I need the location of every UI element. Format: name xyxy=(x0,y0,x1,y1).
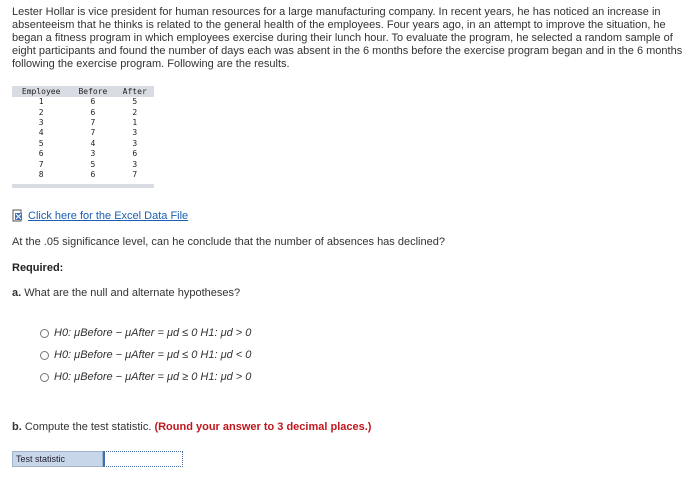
document-icon xyxy=(12,209,24,222)
hypothesis-option-1[interactable] xyxy=(40,322,251,344)
table-cell: 8 xyxy=(38,169,44,179)
option-text: H0: μBefore − μAfter = μd ≥ 0 H1: μd > 0 xyxy=(54,371,252,383)
test-statistic-input[interactable] xyxy=(103,451,183,467)
table-cell: 3 xyxy=(132,159,138,169)
option-text: H0: μBefore − μAfter = μd ≤ 0 H1: μd < 0 xyxy=(54,349,252,361)
table-row xyxy=(12,97,154,107)
table-cell: 7 xyxy=(38,159,44,169)
excel-data-link[interactable] xyxy=(12,209,188,222)
table-cell: 6 xyxy=(90,107,96,117)
column-header: Employee xyxy=(12,86,70,97)
rounding-note: (Round your answer to 3 decimal places.) xyxy=(154,421,372,433)
table-row xyxy=(12,139,154,149)
table-cell: 3 xyxy=(90,149,96,159)
hypothesis-option-2[interactable] xyxy=(40,344,251,366)
table-cell: 6 xyxy=(90,169,96,179)
table-cell: 4 xyxy=(90,138,96,148)
part-b-text: Compute the test statistic. xyxy=(21,421,155,433)
test-statistic-row xyxy=(12,451,183,467)
part-b-prompt xyxy=(12,421,371,433)
table-row xyxy=(12,118,154,128)
hypothesis-option-3[interactable] xyxy=(40,366,251,388)
radio-button[interactable] xyxy=(40,351,49,360)
table-cell: 1 xyxy=(38,97,44,107)
table-footer-bar xyxy=(12,184,154,188)
table-cell: 6 xyxy=(132,149,138,159)
option-text: H0: μBefore − μAfter = μd ≤ 0 H1: μd > 0 xyxy=(54,327,252,339)
table-cell: 7 xyxy=(132,169,138,179)
part-a-letter: a. xyxy=(12,287,22,299)
problem-intro: Lester Hollar is vice president for human resources for a large manufacturing company. In recent years, he has noticed an increase in absenteeism that he thinks is related to the general health of the employees. Four years ago, in an attempt to improve the situation, he began a fitness program in which employees exercise during their lunch hour. To evaluate the program, he selected a random sample of eight participants and found the number of days each was absent in the 6 months before the exercise program began and in the 6 months following the exercise program. Following are the results. xyxy=(12,6,683,70)
table-cell: 2 xyxy=(132,107,138,117)
excel-link-label[interactable]: Click here for the Excel Data File xyxy=(28,209,189,222)
table-cell: 5 xyxy=(132,97,138,107)
column-header: After xyxy=(115,86,154,97)
table-cell: 3 xyxy=(132,138,138,148)
table-cell: 6 xyxy=(90,97,96,107)
table-cell: 2 xyxy=(38,107,44,117)
table-row xyxy=(12,170,154,180)
test-statistic-label: Test statistic xyxy=(12,451,103,467)
table-row xyxy=(12,128,154,138)
table-cell: 6 xyxy=(38,149,44,159)
table-cell: 3 xyxy=(132,128,138,138)
part-a-prompt xyxy=(12,287,240,299)
table-cell: 1 xyxy=(132,117,138,127)
part-b-letter: b. xyxy=(12,421,22,433)
table-header-row xyxy=(12,86,154,97)
table-cell: 4 xyxy=(38,128,44,138)
table-cell: 7 xyxy=(90,117,96,127)
table-row xyxy=(12,107,154,117)
column-header: Before xyxy=(70,86,115,97)
table-cell: 5 xyxy=(90,159,96,169)
data-table xyxy=(12,86,154,180)
table-cell: 5 xyxy=(38,138,44,148)
table-row xyxy=(12,159,154,169)
question-text: At the .05 significance level, can he conclude that the number of absences has declined? xyxy=(12,236,445,248)
table-row xyxy=(12,149,154,159)
part-a-text: What are the null and alternate hypotheses? xyxy=(21,287,241,299)
required-heading: Required: xyxy=(12,262,64,274)
hypothesis-options xyxy=(40,322,251,388)
table-cell: 3 xyxy=(38,117,44,127)
radio-button[interactable] xyxy=(40,373,49,382)
table-cell: 7 xyxy=(90,128,96,138)
radio-button[interactable] xyxy=(40,329,49,338)
